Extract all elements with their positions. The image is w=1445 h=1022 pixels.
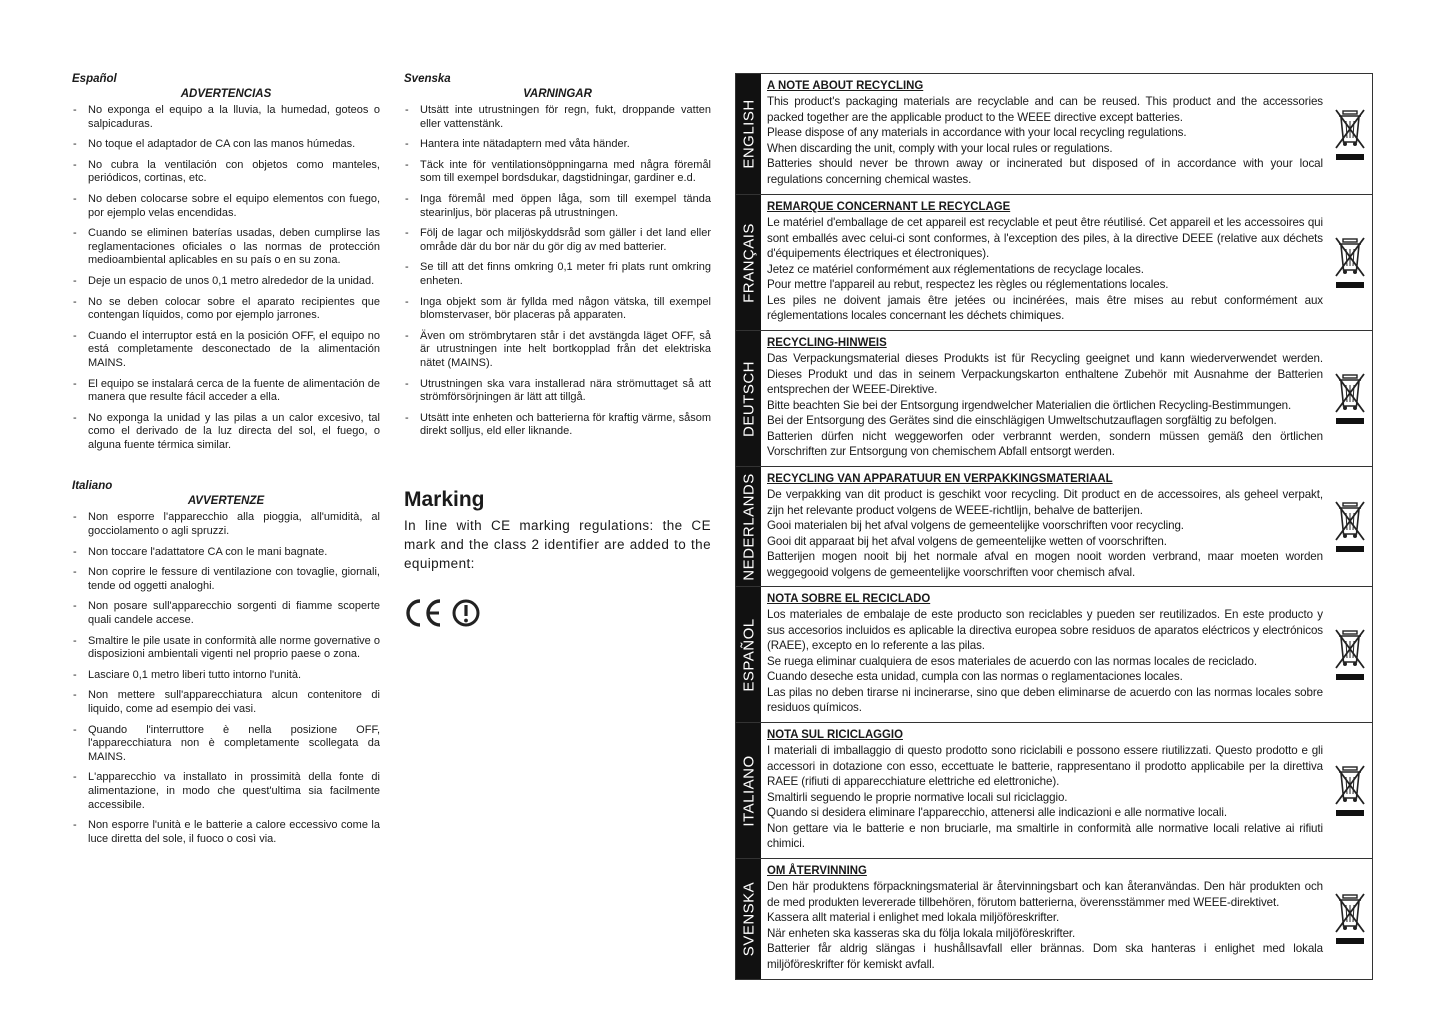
bullet-dash: - xyxy=(405,104,409,116)
bullet-dash: - xyxy=(73,227,77,240)
recycling-content xyxy=(767,78,1323,187)
bullet-dash: - xyxy=(73,723,77,736)
recycling-line: Batterier får aldrig slängas i hushållsavfall eller brännas. Dom ska hanteras i enlighet med lokala miljöföreskrifter för kemiskt avfall. xyxy=(767,942,1323,971)
bullet-dash: - xyxy=(73,274,77,287)
language-tab xyxy=(736,195,761,330)
warning-item xyxy=(72,689,380,716)
recycling-line: Batterijen mogen nooit bij het normale afval en mogen nooit worden verbrand, maar moeten worden weggegooid volgens de gemeentelijke voorschriften voor chemisch afval. xyxy=(767,550,1323,579)
warning-text: Utsätt inte utrustningen för regn, fukt, droppande vatten eller vattenstänk. xyxy=(420,104,711,130)
recycling-line: Se ruega eliminar cualquiera de esos materiales de acuerdo con las normas locales de reciclado. xyxy=(767,654,1257,668)
warnings-heading: VARNINGAR xyxy=(523,88,592,100)
recycling-body xyxy=(767,879,1323,972)
warning-text: Cuando se eliminen baterías usadas, deben cumplirse las reglamentaciones oficiales o las normas de protección medioambiental aplicables en su país o en su zona. xyxy=(88,227,380,267)
bullet-dash: - xyxy=(73,377,77,390)
warning-item xyxy=(72,104,380,131)
warning-text: L'apparecchio va installato in prossimità della fonte di alimentazione, in modo che quest'ultima sia facilmente accessibile. xyxy=(88,771,380,811)
warning-item xyxy=(404,330,711,371)
recycling-body xyxy=(767,94,1323,187)
recycling-line: Cuando deseche esta unidad, cumpla con las normas o reglamentaciones locales. xyxy=(767,670,1183,683)
warning-text: No se deben colocar sobre el aparato recipientes que contengan líquidos, como por ejemplo jarrones. xyxy=(88,295,380,322)
recycling-line: Gooi dit apparaat bij het afval volgens de gemeentelijke wetten of voorschriften. xyxy=(767,534,1167,548)
language-tab xyxy=(736,74,761,194)
warning-item xyxy=(72,819,380,846)
language-tab-label: DEUTSCH xyxy=(740,360,757,437)
recycling-line: Le matériel d'emballage de cet appareil est recyclable et peut être réutilisé. Cet appareil et les accessoires qui sont emballés avec celui-ci sont conformes, à l'exception des piles, à la directive DEEE (relative aux déchets d'équipements électriques et électroniques). xyxy=(767,216,1323,260)
recycling-heading: A NOTE ABOUT RECYCLING xyxy=(767,78,924,92)
recycling-line: Bitte beachten Sie bei der Entsorgung irgendwelcher Materialien die örtlichen Recycling-Bestimmungen. xyxy=(767,398,1292,412)
crossed-bin-icon xyxy=(1334,236,1366,290)
recycling-row xyxy=(736,331,1372,467)
language-tab xyxy=(736,723,761,858)
warning-item xyxy=(72,296,380,323)
bullet-dash: - xyxy=(73,668,77,681)
recycling-line: När enheten ska kasseras ska du följa lokala miljöföreskrifter. xyxy=(767,926,1076,940)
warning-item xyxy=(72,669,380,683)
warning-item xyxy=(72,635,380,662)
recycling-line: Pour mettre l'appareil au rebut, respectez les règles ou réglementations locales. xyxy=(767,278,1169,291)
language-tab xyxy=(736,467,761,586)
recycling-line: Batterien dürfen nicht weggeworfen oder verbrannt werden, sondern müssen gemäß den örtlichen Vorschriften zur Entsorgung von chemischem Abfall entsorgt werden. xyxy=(767,429,1323,458)
warning-text: No toque el adaptador de CA con las manos húmedas. xyxy=(88,138,356,151)
warning-item xyxy=(72,724,380,765)
warning-list xyxy=(72,511,380,846)
warning-item xyxy=(404,378,711,405)
recycling-row xyxy=(736,195,1372,331)
recycling-row xyxy=(736,723,1372,859)
recycling-body xyxy=(767,487,1323,580)
warning-item xyxy=(72,412,380,453)
column-middle xyxy=(404,72,711,636)
section-italiano xyxy=(72,479,380,846)
warning-text: Quando l'interruttore è nella posizione OFF, l'apparecchiatura non è completamente scollegata da MAINS. xyxy=(88,723,380,763)
recycling-content xyxy=(767,471,1323,580)
bullet-dash: - xyxy=(73,771,77,784)
bullet-dash: - xyxy=(73,511,77,524)
language-tab xyxy=(736,587,761,722)
recycling-line: Das Verpackungsmaterial dieses Produkts ist für Recycling geeignet und kann wiederverwendet werden. Dieses Produkt und das in seinem Verpackungskarton enthaltene Zubehör mit Ausnahme der Batterien entsprechen der WEEE-Direktive. xyxy=(767,352,1323,396)
warning-text: Inga föremål med öppen låga, som till exempel tända stearinljus, bör placeras på utrustningen. xyxy=(420,192,711,219)
recycling-heading: REMARQUE CONCERNANT LE RECYCLAGE xyxy=(767,199,1011,213)
recycling-line: Kassera allt material i enlighet med lokala miljöföreskrifter. xyxy=(767,911,1060,924)
recycling-heading: RECYCLING VAN APPARATUUR EN VERPAKKINGSMATERIAAL xyxy=(767,471,1113,485)
bullet-dash: - xyxy=(73,158,77,171)
section-marking xyxy=(404,488,711,636)
bullet-dash: - xyxy=(405,295,409,308)
recycling-line: Los materiales de embalaje de este producto son reciclables y pueden ser reutilizados. En este producto y sus accesorios incluidos es aplicable la directiva europea sobre residuos de aparatos eléctricos y electrónicos (RAEE), excepto en lo referente a las pilas. xyxy=(767,608,1323,652)
language-tab xyxy=(736,859,761,979)
warning-item xyxy=(404,104,711,131)
warning-text: Utrustningen ska vara installerad nära strömuttaget så att strömförsörjningen är lätt att tillgå. xyxy=(420,377,711,404)
warning-text: Non coprire le fessure di ventilazione con tovaglie, giornali, tende od oggetti analoghi. xyxy=(88,566,380,592)
bullet-dash: - xyxy=(405,138,409,151)
bullet-dash: - xyxy=(405,192,409,205)
warning-item xyxy=(72,546,380,560)
recycling-content xyxy=(767,863,1323,972)
recycling-line: Quando si desidera eliminare l'apparecchio, attenersi alle indicazioni e alle normative locali. xyxy=(767,806,1227,819)
recycling-line: Batteries should never be thrown away or incinerated but disposed of in accordance with your local regulations concerning chemical wastes. xyxy=(767,157,1323,186)
recycling-line: Les piles ne doivent jamais être jetées ou incinérées, mais être mises au rebut conformément aux réglementations locales concernant les déchets chimiques. xyxy=(767,293,1323,322)
recycling-table xyxy=(735,73,1373,980)
bullet-dash: - xyxy=(405,158,409,171)
bullet-dash: - xyxy=(73,192,77,205)
language-tab xyxy=(736,331,761,466)
warning-text: Hantera inte nätadaptern med våta händer. xyxy=(420,138,630,151)
warning-item xyxy=(72,511,380,538)
recycling-line: Bei der Entsorgung des Gerätes sind die einschlägigen Umweltschutzauflagen sorgfältig zu befolgen. xyxy=(767,414,1277,427)
language-tab-label: ENGLISH xyxy=(740,99,757,169)
warning-text: Non esporre l'apparecchio alla pioggia, all'umidità, al gocciolamento o agli spruzzi. xyxy=(88,511,380,538)
warning-item xyxy=(72,566,380,593)
crossed-bin-icon xyxy=(1334,108,1366,162)
warning-text: Non toccare l'adattatore CA con le mani bagnate. xyxy=(88,545,328,558)
marking-title: Marking xyxy=(404,487,485,511)
warning-item xyxy=(72,193,380,220)
crossed-bin-icon xyxy=(1334,764,1366,818)
warning-text: El equipo se instalará cerca de la fuente de alimentación de manera que resulte fácil acceder a ella. xyxy=(88,377,380,404)
bullet-dash: - xyxy=(405,411,409,424)
recycling-row xyxy=(736,74,1372,195)
bullet-dash: - xyxy=(405,329,409,342)
recycling-line: De verpakking van dit product is geschikt voor recycling. Dit product en de accessoires, als geheel verpakt, zijn het relevante product volgens de WEEE-richtlijn, behalve de batterijen. xyxy=(767,488,1323,517)
recycling-body xyxy=(767,351,1323,460)
crossed-bin-icon xyxy=(1334,628,1366,682)
warning-text: No cubra la ventilación con objetos como manteles, periódicos, cortinas, etc. xyxy=(88,158,380,185)
warning-item xyxy=(404,159,711,186)
bullet-dash: - xyxy=(73,329,77,342)
crossed-bin-icon xyxy=(1334,372,1366,426)
recycling-heading: NOTA SOBRE EL RECICLADO xyxy=(767,591,931,605)
warning-item xyxy=(72,138,380,152)
recycling-line: Jetez ce matériel conformément aux réglementations de recyclage locales. xyxy=(767,262,1144,276)
recycling-line: This product's packaging materials are recyclable and can be reused. This product and the accessories packed together are the applicable product to the WEEE directive except batteries. xyxy=(767,95,1323,124)
recycling-row xyxy=(736,467,1372,587)
warnings-heading: AVVERTENZE xyxy=(187,495,265,508)
warning-item xyxy=(72,275,380,289)
warning-item xyxy=(72,159,380,186)
recycling-line: Gooi materialen bij het afval volgens de gemeentelijke voorschriften voor recycling. xyxy=(767,519,1184,532)
section-espanol xyxy=(72,72,380,452)
crossed-bin-icon xyxy=(1334,892,1366,946)
warning-text: Non mettere sull'apparecchiatura alcun contenitore di liquido, come ad esempio dei vasi. xyxy=(88,689,380,715)
warning-text: Se till att det finns omkring 0,1 meter fri plats runt omkring enheten. xyxy=(420,261,711,287)
warning-text: Även om strömbrytaren står i det avstängda läget OFF, så är utrustningen inte helt bortkopplad från det elektriska nätet (MAINS). xyxy=(420,329,711,369)
warning-text: Non posare sull'apparecchio sorgenti di fiamme scoperte quali candele accese. xyxy=(88,600,380,627)
recycling-line: Den här produktens förpackningsmaterial är återvinningsbart och kan återanvändas. Den här produkten och de med produkten levererade tillbehören, förutom batterierna, överensstämmer med WEEE-direktivet. xyxy=(767,880,1323,909)
bullet-dash: - xyxy=(73,545,77,558)
bullet-dash: - xyxy=(73,600,77,613)
warning-text: No exponga el equipo a la lluvia, la humedad, goteos o salpicaduras. xyxy=(88,104,380,130)
recycling-heading: OM ÅTERVINNING xyxy=(767,863,867,877)
warning-text: Smaltire le pile usate in conformità alle norme governative o disposizioni ambientali vigenti nel proprio paese o zona. xyxy=(88,634,380,661)
column-left xyxy=(72,72,380,853)
ce-class2-icon xyxy=(404,595,484,631)
warning-text: Följ de lagar och miljöskyddsråd som gäller i det land eller område där du bor när du gör dig av med batterier. xyxy=(420,227,711,253)
warning-item xyxy=(404,412,711,439)
warning-item xyxy=(72,771,380,812)
bullet-dash: - xyxy=(73,411,77,424)
bullet-dash: - xyxy=(405,227,409,240)
recycling-line: Non gettare via le batterie e non bruciarle, ma smaltirle in conformità alle normative locali relative ai rifiuti chimici. xyxy=(767,821,1323,850)
recycling-body xyxy=(767,743,1323,852)
section-svenska xyxy=(404,72,711,439)
recycling-line: Smaltirli seguendo le proprie normative locali sul riciclaggio. xyxy=(767,790,1068,804)
recycling-content xyxy=(767,199,1323,324)
warning-item xyxy=(72,330,380,371)
language-title: Svenska xyxy=(404,73,451,85)
recycling-line: When discarding the unit, comply with your local rules or regulations. xyxy=(767,141,1113,155)
recycling-line: Please dispose of any materials in accordance with your local recycling regulations. xyxy=(767,126,1187,139)
language-tab-label: SVENSKA xyxy=(740,881,757,957)
warning-text: No exponga la unidad y las pilas a un calor excesivo, tal como el derivado de la luz directa del sol, el fuego, o alguna fuente térmica similar. xyxy=(88,411,380,451)
recycling-content xyxy=(767,591,1323,716)
recycling-body xyxy=(767,607,1323,716)
recycling-content xyxy=(767,335,1323,460)
warning-item xyxy=(72,227,380,268)
recycling-body xyxy=(767,215,1323,324)
warning-item xyxy=(404,193,711,220)
language-title: Italiano xyxy=(72,480,113,493)
recycling-heading: RECYCLING-HINWEIS xyxy=(767,335,887,349)
marking-text: In line with CE marking regulations: the CE mark and the class 2 identifier are added to the equipment: xyxy=(404,517,711,571)
recycling-heading: NOTA SUL RICICLAGGIO xyxy=(767,727,903,741)
bullet-dash: - xyxy=(73,819,77,832)
warning-list xyxy=(404,104,711,439)
recycling-row xyxy=(736,859,1372,979)
bullet-dash: - xyxy=(73,104,77,116)
crossed-bin-icon xyxy=(1334,500,1366,554)
warning-text: Utsätt inte enheten och batterierna för kraftig värme, såsom direkt solljus, eld eller liknande. xyxy=(420,411,711,438)
language-tab-label: ITALIANO xyxy=(740,754,757,827)
warnings-heading: ADVERTENCIAS xyxy=(180,88,272,100)
language-title: Español xyxy=(72,73,117,85)
recycling-line: Las pilas no deben tirarse ni incinerarse, sino que deben eliminarse de acuerdo con las normas locales sobre residuos químicos. xyxy=(767,685,1323,714)
recycling-content xyxy=(767,727,1323,852)
warning-item xyxy=(404,227,711,254)
warning-text: Lasciare 0,1 metro liberi tutto intorno l'unità. xyxy=(88,668,302,681)
warning-text: Täck inte för ventilationsöppningarna med några föremål som till exempel bordsdukar, dagstidningar, gardiner e.d. xyxy=(420,158,711,185)
bullet-dash: - xyxy=(405,377,409,390)
language-tab-label: NEDERLANDS xyxy=(740,472,757,581)
warning-item xyxy=(404,296,711,323)
language-tab-label: FRANÇAIS xyxy=(740,222,757,303)
warning-text: Deje un espacio de unos 0,1 metro alrededor de la unidad. xyxy=(88,274,375,287)
warning-list xyxy=(72,104,380,452)
warning-item xyxy=(72,378,380,405)
bullet-dash: - xyxy=(73,138,77,151)
bullet-dash: - xyxy=(73,566,77,579)
warning-item xyxy=(404,261,711,288)
recycling-row xyxy=(736,587,1372,723)
language-tab-label: ESPAÑOL xyxy=(740,617,757,692)
bullet-dash: - xyxy=(73,634,77,647)
bullet-dash: - xyxy=(73,295,77,308)
recycling-line: I materiali di imballaggio di questo prodotto sono riciclabili e possono essere riutilizzati. Questo prodotto e gli accessori in dotazione con esso, eccettuate le batterie, rappresentano il prodotto applicabile per la direttiva RAEE (rifiuti di apparecchiature elettriche ed elettroniche). xyxy=(767,744,1323,788)
warning-item xyxy=(404,138,711,152)
bullet-dash: - xyxy=(73,689,77,702)
bullet-dash: - xyxy=(405,261,409,274)
warning-text: Non esporre l'unità e le batterie a calore eccessivo come la luce diretta del sole, il fuoco o così via. xyxy=(88,819,380,845)
warning-item xyxy=(72,600,380,627)
warning-text: No deben colocarse sobre el equipo elementos con fuego, por ejemplo velas encendidas. xyxy=(88,192,380,219)
warning-text: Inga objekt som är fyllda med någon vätska, till exempel blomstervaser, bör placeras på apparaten. xyxy=(420,295,711,322)
warning-text: Cuando el interruptor está en la posición OFF, el equipo no está completamente desconectado de la alimentación MAINS. xyxy=(88,329,380,369)
